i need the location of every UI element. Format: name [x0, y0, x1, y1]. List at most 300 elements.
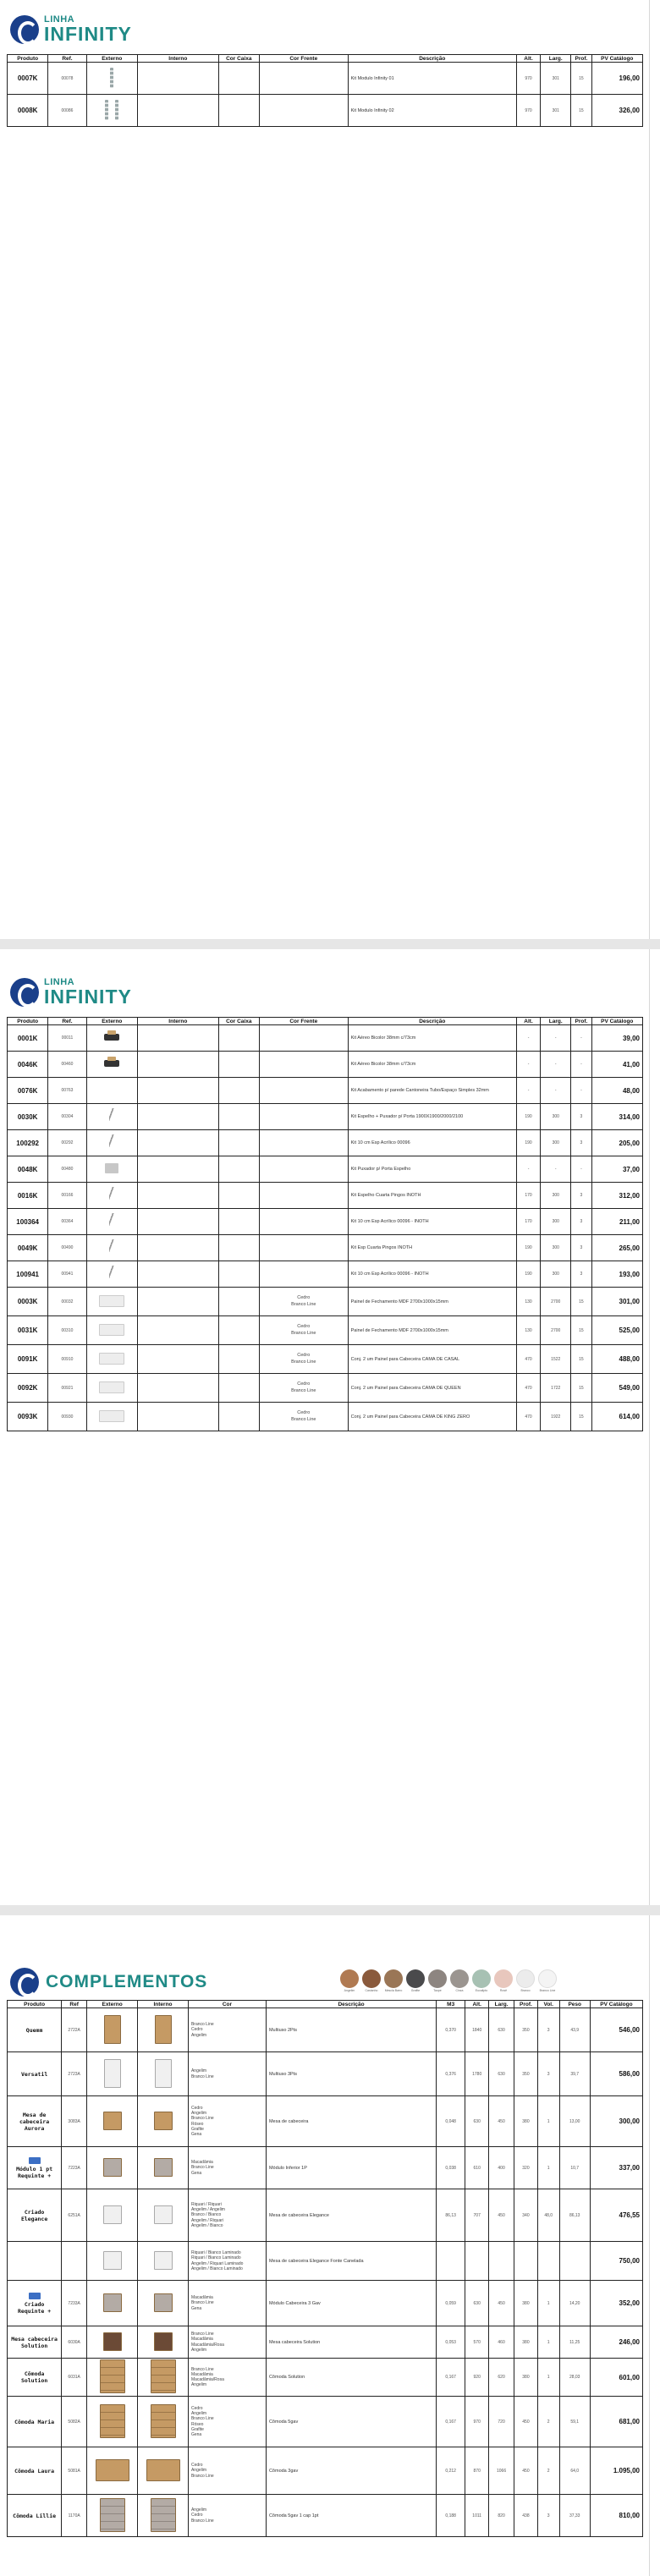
- box-color-cell: [218, 1288, 259, 1316]
- depth-value: 350: [514, 2008, 538, 2052]
- depth-value: 3: [571, 1261, 591, 1288]
- box-color-cell: [218, 95, 259, 127]
- product-name-text: Mesa cabeceira Solution: [11, 2335, 58, 2349]
- weight-value: 64,0: [559, 2447, 590, 2495]
- height-value: 630: [465, 2096, 489, 2147]
- box-color-cell: [218, 1025, 259, 1052]
- width-value: 1066: [489, 2447, 514, 2495]
- product-ref: 00460: [48, 1052, 86, 1078]
- height-value: -: [516, 1025, 540, 1052]
- internal-cell: [138, 1403, 219, 1431]
- depth-value: 350: [514, 2052, 538, 2096]
- catalog-price: 48,00: [591, 1078, 642, 1104]
- product-name: [8, 2495, 62, 2537]
- product-image: [99, 1324, 124, 1336]
- product-code: 0016K: [8, 1183, 48, 1209]
- product-image: [104, 2015, 121, 2044]
- product-image: [99, 1295, 124, 1307]
- weight-value: 11,25: [559, 2326, 590, 2359]
- product-image: [103, 2112, 122, 2130]
- swatch-dot: [428, 1969, 447, 1988]
- product-ref: 00032: [48, 1288, 86, 1316]
- brand-header: [10, 15, 132, 44]
- product-code: 0093K: [8, 1403, 48, 1431]
- product-description: Cômoda 5gav 1 cap 1pt: [266, 2495, 436, 2537]
- interior-image: [154, 2251, 173, 2270]
- weight-value: 59,1: [559, 2397, 590, 2447]
- product-description: Cômoda 3gav: [266, 2447, 436, 2495]
- product-ref: 00480: [48, 1156, 86, 1183]
- table-row: [8, 1183, 643, 1209]
- product-image: [109, 1213, 114, 1228]
- brand-logo-icon: [10, 1968, 39, 1997]
- product-image: [105, 100, 108, 120]
- height-value: 130: [516, 1288, 540, 1316]
- swatch-label: Angelim: [344, 1989, 355, 1992]
- width-value: 1922: [541, 1403, 571, 1431]
- m3-value: 0,053: [437, 2326, 465, 2359]
- external-image-cell: [86, 1130, 137, 1156]
- table-row: [8, 1078, 643, 1104]
- color-options: Riquari / Bianco Laminado Riquari / Bianco Laminado Angelim / Riquari Laminado Angelim / Bianco Laminado: [188, 2242, 266, 2281]
- color-options: Branco Line Cedro Angelim: [188, 2008, 266, 2052]
- brand-title: [44, 978, 132, 1007]
- product-name: [8, 2147, 62, 2189]
- product-image: [109, 1108, 114, 1123]
- external-image-cell: [87, 2326, 138, 2359]
- internal-image-cell: [138, 2008, 189, 2052]
- weight-value: 10,7: [559, 2147, 590, 2189]
- color-options: Angelim Branco Line: [188, 2052, 266, 2096]
- column-header: Descrição: [348, 55, 516, 63]
- product-image: [100, 2498, 125, 2532]
- column-header: Cor Frente: [259, 1018, 348, 1025]
- depth-value: 15: [571, 1345, 591, 1374]
- external-image-cell: [87, 2281, 138, 2326]
- height-value: [465, 2242, 489, 2281]
- internal-image-cell: [138, 2052, 189, 2096]
- box-color-cell: [218, 1156, 259, 1183]
- product-image: [105, 1163, 118, 1173]
- product-image: [103, 2158, 122, 2177]
- depth-value: 380: [514, 2359, 538, 2397]
- product-image: [99, 1353, 124, 1365]
- catalog-price: 265,00: [591, 1235, 642, 1261]
- product-image: [109, 1239, 114, 1255]
- width-value: 2700: [541, 1288, 571, 1316]
- m3-value: 0,059: [437, 2281, 465, 2326]
- catalog-price: 314,00: [591, 1104, 642, 1130]
- catalog-price: 205,00: [591, 1130, 642, 1156]
- product-name-text: Cômoda Laura: [14, 2467, 55, 2474]
- internal-cell: [138, 95, 219, 127]
- internal-cell: [138, 1209, 219, 1235]
- product-name: [8, 2189, 62, 2242]
- front-color-cell: [259, 1261, 348, 1288]
- weight-value: 86,13: [559, 2189, 590, 2242]
- m3-value: 0,167: [437, 2397, 465, 2447]
- internal-cell: [138, 1261, 219, 1288]
- brand-big: INFINITY: [44, 23, 132, 45]
- box-color-cell: [218, 1104, 259, 1130]
- catalog-price: 196,00: [591, 63, 642, 95]
- height-value: 1011: [465, 2495, 489, 2537]
- table-row: [8, 2281, 643, 2326]
- table-row: [8, 2008, 643, 2052]
- column-header: Ref.: [48, 1018, 86, 1025]
- column-header: Alt.: [516, 55, 540, 63]
- swatch-dot: [406, 1969, 425, 1988]
- brand-logo-icon: [10, 15, 39, 44]
- column-header: Interno: [138, 2001, 189, 2008]
- width-value: 450: [489, 2189, 514, 2242]
- column-header: PV Catálogo: [591, 55, 642, 63]
- width-value: -: [541, 1025, 571, 1052]
- product-image: [104, 2059, 121, 2088]
- external-image-cell: [86, 1288, 137, 1316]
- front-color-cell: [259, 95, 348, 127]
- internal-cell: [138, 1130, 219, 1156]
- height-value: 190: [516, 1235, 540, 1261]
- volume-value: 1: [537, 2359, 559, 2397]
- depth-value: 438: [514, 2495, 538, 2537]
- external-image-cell: [87, 2147, 138, 2189]
- front-color-cell: [259, 1235, 348, 1261]
- m3-value: 0,038: [437, 2147, 465, 2189]
- interior-image: [154, 2112, 173, 2130]
- depth-value: 15: [571, 63, 591, 95]
- product-ref: 2723A: [62, 2052, 87, 2096]
- product-description: Kit 10 cm Esp Acrílico 00096 - INOTH: [348, 1209, 516, 1235]
- depth-value: 340: [514, 2189, 538, 2242]
- catalog-price: 301,00: [591, 1288, 642, 1316]
- color-options: Riquari / Riquari Angelim / Angelim Branco / Bianco Angelim / Riquari Angelim / Bianco: [188, 2189, 266, 2242]
- width-value: 300: [541, 1104, 571, 1130]
- height-value: 1780: [465, 2052, 489, 2096]
- product-image: [109, 1187, 114, 1202]
- weight-value: 13,00: [559, 2096, 590, 2147]
- internal-cell: [138, 1156, 219, 1183]
- product-description: Conj. 2 um Painel para Cabeceira CAMA DE QUEEN: [348, 1374, 516, 1403]
- external-image-cell: [87, 2447, 138, 2495]
- m3-value: [437, 2242, 465, 2281]
- catalog-price: 1.095,00: [590, 2447, 642, 2495]
- volume-value: 3: [537, 2495, 559, 2537]
- catalog-price: 39,00: [591, 1025, 642, 1052]
- color-swatch: [384, 1969, 403, 1992]
- width-value: 301: [541, 95, 571, 127]
- height-value: 170: [516, 1209, 540, 1235]
- external-image-cell: [87, 2495, 138, 2537]
- product-description: Kit 10 cm Esp Acrílico 00096: [348, 1130, 516, 1156]
- product-description: Cômoda Solution: [266, 2359, 436, 2397]
- internal-image-cell: [138, 2326, 189, 2359]
- product-description: Módulo Cabeceira 3 Gav: [266, 2281, 436, 2326]
- internal-cell: [138, 1288, 219, 1316]
- depth-value: 3: [571, 1130, 591, 1156]
- interior-image: [155, 2059, 172, 2088]
- internal-cell: [138, 1052, 219, 1078]
- depth-value: [514, 2242, 538, 2281]
- brand-big: INFINITY: [44, 986, 132, 1008]
- height-value: 970: [465, 2397, 489, 2447]
- interior-image: [154, 2332, 173, 2351]
- column-header: Interno: [138, 1018, 219, 1025]
- product-description: Kit 10 cm Esp Acrílico 00096 - INOTH: [348, 1261, 516, 1288]
- front-color-cell: [259, 1209, 348, 1235]
- swatch-label: Branco Line: [539, 1989, 556, 1992]
- complementos-header: [10, 1968, 207, 1997]
- front-color-cell: Cedro Branco Line: [259, 1316, 348, 1345]
- product-image: [115, 100, 118, 120]
- product-ref: 00364: [48, 1209, 86, 1235]
- m3-value: 86,13: [437, 2189, 465, 2242]
- table-row: [8, 1288, 643, 1316]
- swatch-label: Cinza: [455, 1989, 464, 1992]
- swatch-label: Rosê: [499, 1989, 508, 1992]
- product-table-1: [7, 54, 643, 127]
- table-row: [8, 1025, 643, 1052]
- product-ref: 00166: [48, 1183, 86, 1209]
- internal-image-cell: [138, 2242, 189, 2281]
- product-image: [99, 1410, 124, 1422]
- page-gap: [0, 1905, 660, 1915]
- volume-value: [537, 2242, 559, 2281]
- depth-value: 380: [514, 2326, 538, 2359]
- height-value: 190: [516, 1130, 540, 1156]
- front-color-cell: Cedro Branco Line: [259, 1403, 348, 1431]
- product-name: [8, 2326, 62, 2359]
- height-value: 170: [516, 1183, 540, 1209]
- depth-value: 3: [571, 1209, 591, 1235]
- m3-value: 0,370: [437, 2008, 465, 2052]
- front-color-cell: [259, 1156, 348, 1183]
- catalog-page-1: [0, 0, 650, 939]
- product-name-text: Quemm: [25, 2026, 43, 2034]
- product-image: [104, 1060, 119, 1067]
- column-header: Prof.: [514, 2001, 538, 2008]
- product-name: [8, 2359, 62, 2397]
- depth-value: 3: [571, 1235, 591, 1261]
- external-image-cell: [87, 2096, 138, 2147]
- external-image-cell: [87, 2008, 138, 2052]
- width-value: 300: [541, 1209, 571, 1235]
- column-header: Interno: [138, 55, 219, 63]
- brand-small: LINHA: [44, 14, 75, 25]
- front-color-cell: [259, 1130, 348, 1156]
- product-image: [104, 1034, 119, 1041]
- product-name: [8, 2242, 62, 2281]
- product-image: [109, 1266, 114, 1281]
- product-image: [99, 1381, 124, 1393]
- height-value: 920: [465, 2359, 489, 2397]
- external-image-cell: [86, 1261, 137, 1288]
- product-image: [103, 2293, 122, 2312]
- internal-cell: [138, 63, 219, 95]
- swatch-dot: [340, 1969, 359, 1988]
- external-image-cell: [86, 1156, 137, 1183]
- volume-value: 3: [537, 2008, 559, 2052]
- column-header: Descrição: [348, 1018, 516, 1025]
- column-header: Cor: [188, 2001, 266, 2008]
- product-code: 0003K: [8, 1288, 48, 1316]
- color-swatch: [538, 1969, 557, 1992]
- color-options: Cedro Angelim Branco Line Róseo Grafite Gena: [188, 2096, 266, 2147]
- width-value: 300: [541, 1183, 571, 1209]
- width-value: [489, 2242, 514, 2281]
- column-header: Prof.: [571, 1018, 591, 1025]
- product-description: Módulo Inferior 1P: [266, 2147, 436, 2189]
- internal-cell: [138, 1345, 219, 1374]
- product-code: 0008K: [8, 95, 48, 127]
- catalog-price: 211,00: [591, 1209, 642, 1235]
- interior-image: [154, 2205, 173, 2224]
- front-color-cell: Cedro Branco Line: [259, 1374, 348, 1403]
- product-code: 100292: [8, 1130, 48, 1156]
- column-header: Larg.: [489, 2001, 514, 2008]
- height-value: 870: [465, 2447, 489, 2495]
- weight-value: 14,20: [559, 2281, 590, 2326]
- brand-small: LINHA: [44, 977, 75, 987]
- column-header: Produto: [8, 2001, 62, 2008]
- width-value: 1722: [541, 1374, 571, 1403]
- color-options: Cedro Angelim Branco Line: [188, 2447, 266, 2495]
- product-ref: 00763: [48, 1078, 86, 1104]
- internal-image-cell: [138, 2189, 189, 2242]
- depth-value: -: [571, 1156, 591, 1183]
- table-row: [8, 2359, 643, 2397]
- product-ref: 00921: [48, 1374, 86, 1403]
- table-row: [8, 2326, 643, 2359]
- color-swatch: [494, 1969, 513, 1992]
- product-code: 0049K: [8, 1235, 48, 1261]
- product-name-text: Criado Requinte +: [18, 2300, 52, 2315]
- interior-image: [146, 2459, 180, 2481]
- product-ref: 00292: [48, 1130, 86, 1156]
- external-image-cell: [86, 1104, 137, 1130]
- width-value: -: [541, 1052, 571, 1078]
- catalog-price: 193,00: [591, 1261, 642, 1288]
- weight-value: 28,03: [559, 2359, 590, 2397]
- product-name-text: Módulo 1 pt Requinte +: [16, 2165, 53, 2179]
- product-name: [8, 2096, 62, 2147]
- product-description: Kit Esp Cuarta Pingos INOTH: [348, 1235, 516, 1261]
- column-header: Larg.: [541, 55, 571, 63]
- swatch-label: Grafite: [410, 1989, 421, 1992]
- column-header: Larg.: [541, 1018, 571, 1025]
- swatch-dot: [516, 1969, 535, 1988]
- product-description: Kit Aéreo Bicolor 38mm c/73cm: [348, 1025, 516, 1052]
- catalog-price: 488,00: [591, 1345, 642, 1374]
- width-value: 720: [489, 2397, 514, 2447]
- swatch-label: Taupe: [433, 1989, 442, 1992]
- height-value: -: [516, 1156, 540, 1183]
- weight-value: 37,33: [559, 2495, 590, 2537]
- front-color-cell: Cedro Branco Line: [259, 1345, 348, 1374]
- column-header: Cor Frente: [259, 55, 348, 63]
- product-name-text: Criado Elegance: [20, 2208, 48, 2222]
- external-image-cell: [86, 1235, 137, 1261]
- column-header: Externo: [86, 55, 137, 63]
- internal-image-cell: [138, 2281, 189, 2326]
- volume-value: 1: [537, 2096, 559, 2147]
- product-ref: 5082A: [62, 2397, 87, 2447]
- width-value: 630: [489, 2052, 514, 2096]
- product-code: 0076K: [8, 1078, 48, 1104]
- catalog-price: 681,00: [590, 2397, 642, 2447]
- volume-value: 3: [537, 2052, 559, 2096]
- external-image-cell: [86, 1374, 137, 1403]
- table-row: [8, 1261, 643, 1288]
- swatch-label: Mescla Barro: [384, 1989, 403, 1992]
- product-description: Kit Aéreo Bicolor 38mm c/73cm: [348, 1052, 516, 1078]
- catalog-price: 810,00: [590, 2495, 642, 2537]
- box-color-cell: [218, 1183, 259, 1209]
- depth-value: -: [571, 1078, 591, 1104]
- swatch-dot: [362, 1969, 381, 1988]
- depth-value: 15: [571, 95, 591, 127]
- product-ref: 00078: [48, 63, 86, 95]
- product-table-3: [7, 2000, 643, 2537]
- front-color-cell: [259, 1078, 348, 1104]
- external-image-cell: [87, 2052, 138, 2096]
- product-description: Mesa cabeceira Solution: [266, 2326, 436, 2359]
- table-row: [8, 1235, 643, 1261]
- color-options: Branco Line Macadâmia Macadâmia/Rosa Angelim: [188, 2359, 266, 2397]
- depth-value: 450: [514, 2397, 538, 2447]
- table-row: [8, 1345, 643, 1374]
- table-row: [8, 1209, 643, 1235]
- box-color-cell: [218, 1316, 259, 1345]
- product-image: [103, 2251, 122, 2270]
- color-options: Macadâmia Branco Line Gena: [188, 2281, 266, 2326]
- height-value: 470: [516, 1345, 540, 1374]
- column-header: Prof.: [571, 55, 591, 63]
- product-image: [103, 2205, 122, 2224]
- product-description: Kit Puxador p/ Porta Espelho: [348, 1156, 516, 1183]
- swatch-label: Branco: [520, 1989, 531, 1992]
- width-value: 301: [541, 63, 571, 95]
- product-image: [96, 2459, 129, 2481]
- product-name-text: Versatil: [20, 2070, 48, 2078]
- height-value: 470: [516, 1374, 540, 1403]
- internal-cell: [138, 1025, 219, 1052]
- color-swatch: [450, 1969, 469, 1992]
- depth-value: 320: [514, 2147, 538, 2189]
- product-name: [8, 2008, 62, 2052]
- width-value: 400: [489, 2147, 514, 2189]
- height-value: 570: [465, 2326, 489, 2359]
- column-header: Produto: [8, 55, 48, 63]
- product-name-text: Cômoda Lillie: [13, 2512, 57, 2519]
- m3-value: 0,212: [437, 2447, 465, 2495]
- width-value: 630: [489, 2008, 514, 2052]
- external-image-cell: [86, 95, 137, 127]
- product-name: [8, 2052, 62, 2096]
- table-row: [8, 2397, 643, 2447]
- width-value: 300: [541, 1261, 571, 1288]
- product-ref: 7233A: [62, 2281, 87, 2326]
- swatch-dot: [538, 1969, 557, 1988]
- catalog-page-2: [0, 949, 650, 1905]
- color-swatch: [340, 1969, 359, 1992]
- catalog-price: 326,00: [591, 95, 642, 127]
- external-image-cell: [86, 1316, 137, 1345]
- swatch-dot: [384, 1969, 403, 1988]
- catalog-price: 549,00: [591, 1374, 642, 1403]
- section-title: COMPLEMENTOS: [46, 1972, 208, 1991]
- volume-value: 2: [537, 2397, 559, 2447]
